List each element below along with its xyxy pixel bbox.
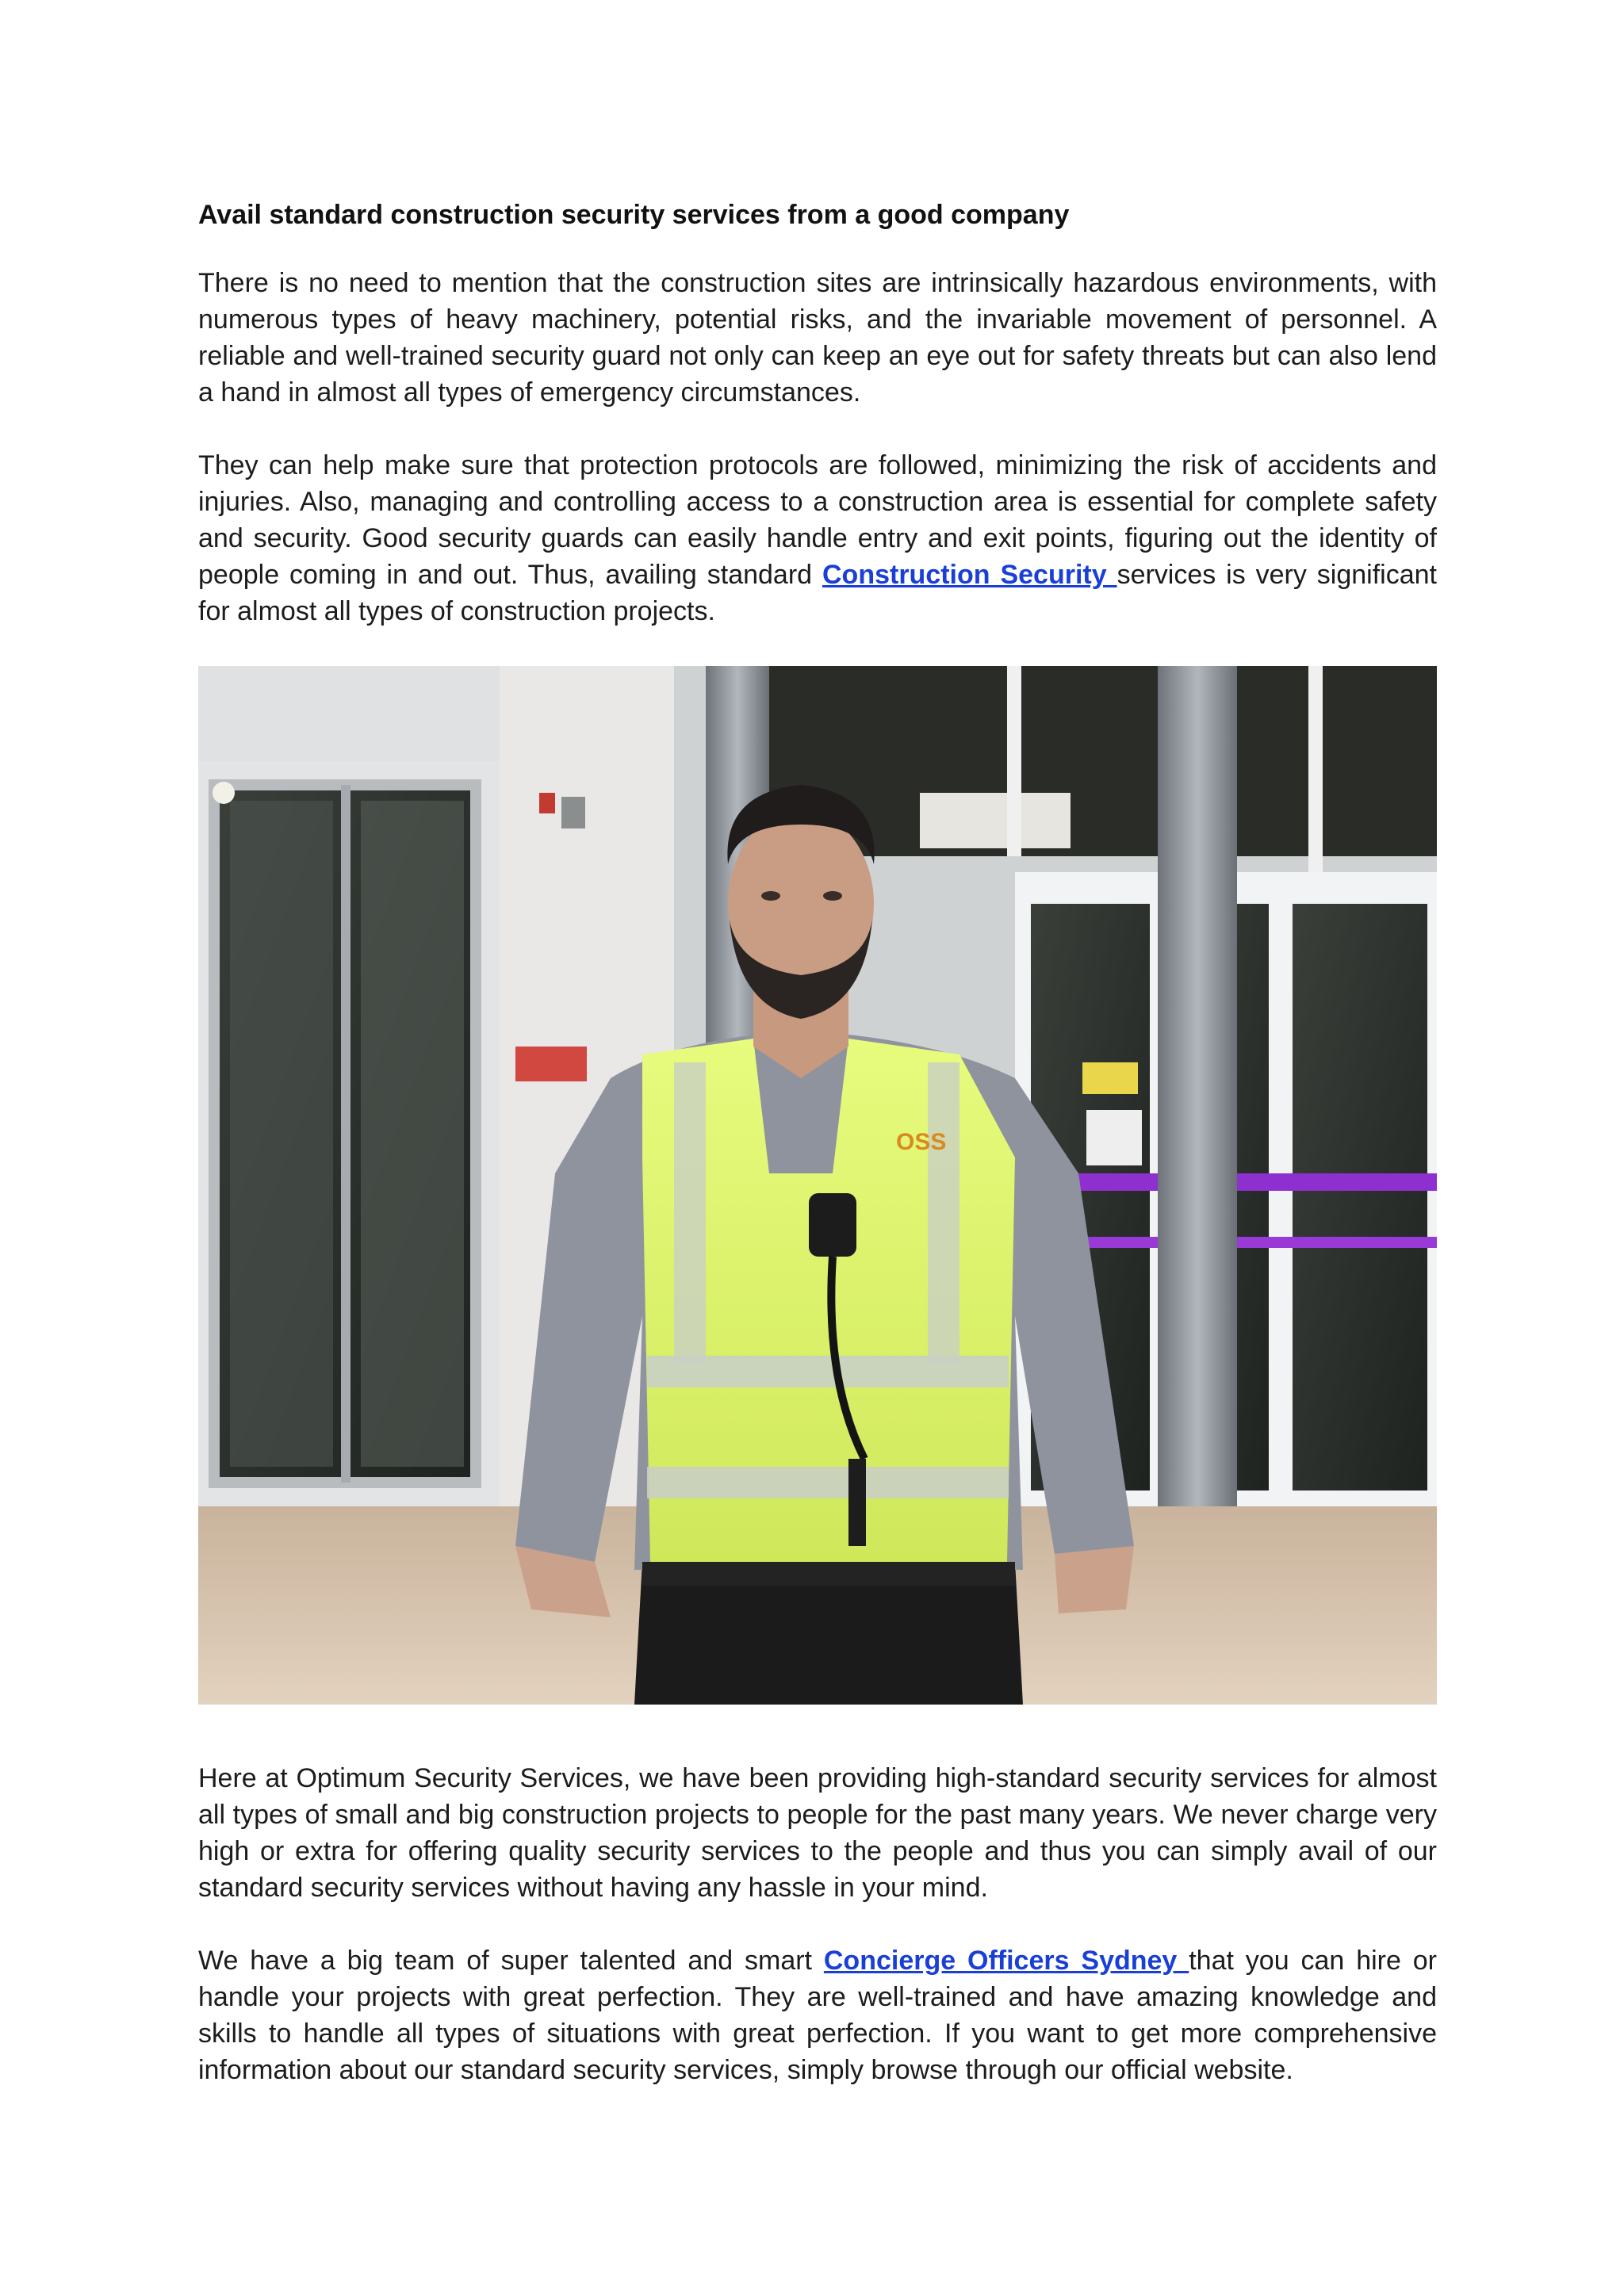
paragraph-about-company: Here at Optimum Security Services, we have been providing high-standard security services for almost all types of small and big construction projects to people for the past many years. We never charge very high or extra for offering quality security services to the people and thus you can simply avail of our standard security services without having any hassle in your mind. bbox=[198, 1763, 1437, 1903]
paragraph-text: We have a big team of super talented and smart bbox=[198, 1946, 824, 1976]
vest-logo-text: OSS bbox=[896, 1129, 947, 1155]
document-heading: Avail standard construction security services from a good company bbox=[198, 200, 1070, 230]
paragraph-text: that you can hire or handle your projects with great perfection. They are well-trained and have amazing knowledge and skills to handle all types of situations with great perfection. If you want to get more comprehensive information about our standard security services, simply browse through our official website. bbox=[198, 1946, 1437, 2085]
concierge-officers-link[interactable]: Concierge Officers Sydney bbox=[823, 1946, 1189, 1976]
construction-security-link[interactable]: Construction Security bbox=[822, 560, 1117, 590]
paragraph-access-control bbox=[198, 447, 1437, 629]
paragraph-team bbox=[198, 1942, 1437, 2088]
security-guard-photo bbox=[198, 666, 1437, 1705]
paragraph-text: They can help make sure that protection protocols are followed, minimizing the risk of accidents and injuries. Also, managing and controlling access to a construction area is essential for complete safety and security. Good security guards can easily handle entry and exit points, figuring out the identity of people coming in and out. Thus, availing standard bbox=[198, 450, 1437, 590]
document-page bbox=[198, 197, 1437, 2125]
paragraph-text: services is very significant for almost all types of construction projects. bbox=[198, 560, 1437, 626]
paragraph-intro: There is no need to mention that the construction sites are intrinsically hazardous environments, with numerous types of heavy machinery, potential risks, and the invariable movement of personnel. A reliable and well-trained security guard not only can keep an eye out for safety threats but can also lend a hand in almost all types of emergency circumstances. bbox=[198, 268, 1437, 408]
